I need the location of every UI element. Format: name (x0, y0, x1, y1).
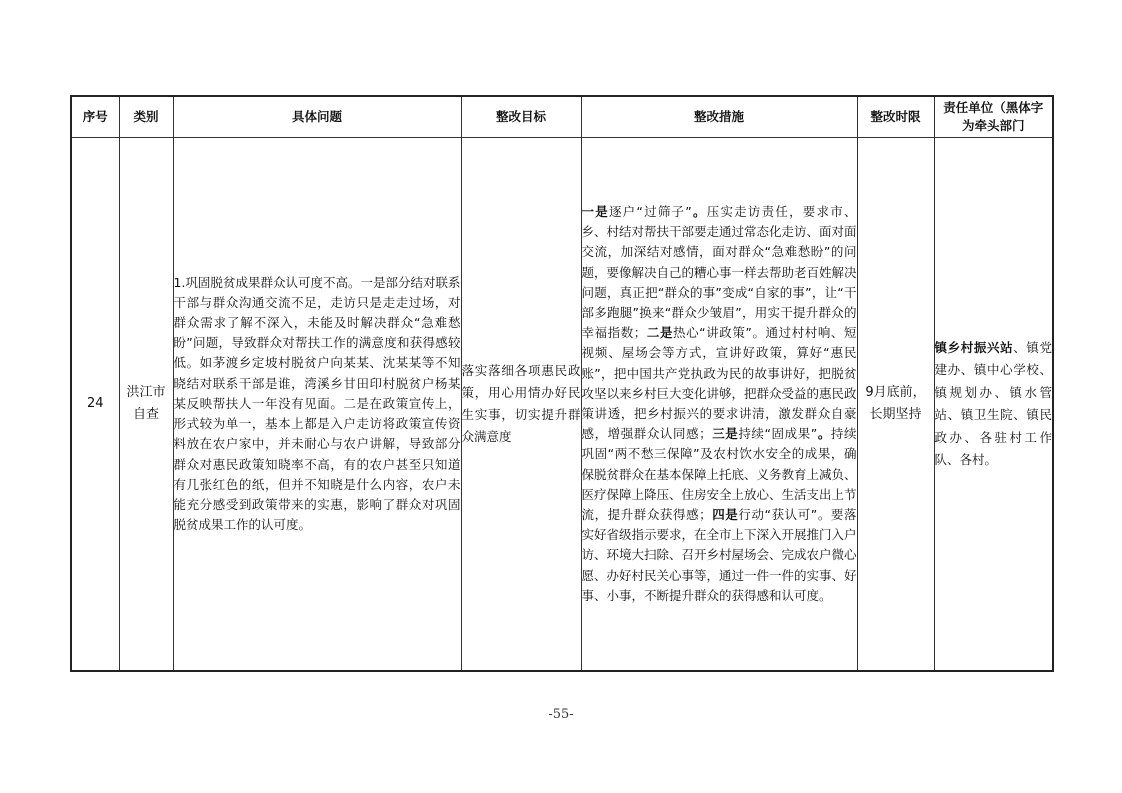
measure-2-text: 热心“讲政策”。通过村村响、短视频、屋场会等方式，宣讲好政策，算好“惠民账”，把中国共产党执政为民的故事讲好，把脱贫攻坚以来乡村巨大变化讲够，把群众受益的惠民政策讲透，把乡村振兴的要求讲清，激发群众自豪感，增强群众认同感； (581, 325, 857, 442)
header-goal: 整改目标 (461, 96, 581, 138)
row-responsible (934, 138, 1053, 672)
measure-3-period: 。 (817, 426, 831, 442)
row-num: 24 (71, 138, 119, 672)
lead-unit: 镇乡村振兴站 (934, 339, 1014, 355)
other-units: 、镇党建办、镇中心学校、镇规划办、镇水管站、镇卫生院、镇民政办、各驻村工作队、各村。 (934, 339, 1052, 467)
header-measures: 整改措施 (581, 96, 857, 138)
table-header-row (71, 96, 1053, 138)
measure-1-period: 。 (691, 203, 707, 219)
row-problem: 1.巩固脱贫成果群众认可度不高。一是部分结对联系干部与群众沟通交流不足，走访只是走走过场，对群众需求了解不深入，未能及时解决群众“急难愁盼”问题，导致群众对帮扶工作的满意度和获得感较低。如茅渡乡定坡村脱贫户向某某、沈某某等不知晓结对联系干部是谁，湾溪乡甘田印村脱贫户杨某某反映帮扶人一年没有见面。二是在政策宣传上，形式较为单一，基本上都是入户走访将政策宣传资料放在农户家中，并未耐心与农户讲解，导致部分群众对惠民政策知晓率不高，有的农户甚至只知道有几张红色的纸，但并不知晓是什么内容，农户未能充分感受到政策带来的实惠，影响了群众对巩固脱贫成果工作的认可度。 (173, 138, 461, 672)
measure-1-text: 压实走访责任，要求市、乡、村结对帮扶干部要走通过常态化走访、面对面交流，加深结对感情，面对群众“急难愁盼”的问题，要像解决自己的糟心事一样去帮助老百姓解决问题，真正把“群众的事”变成“自家的事”，让“干部多跑腿”换来“群众少皱眉”，用实干提升群众的幸福指数； (581, 203, 857, 341)
header-responsible: 责任单位（黑体字为牵头部门 (934, 96, 1053, 138)
table-row (71, 138, 1053, 672)
row-category: 洪江市自查 (119, 138, 173, 672)
row-measures (581, 138, 857, 672)
measure-1-title: 逐户“过筛子” (608, 203, 692, 219)
header-num: 序号 (71, 96, 119, 138)
header-problem: 具体问题 (173, 96, 461, 138)
measure-4-marker: 四是 (711, 507, 739, 523)
measure-3-marker: 三是 (711, 426, 739, 442)
header-deadline: 整改时限 (857, 96, 934, 138)
measure-1-marker: 一是 (581, 203, 609, 219)
measure-4-text: 行动“获认可”。要落实好省级指示要求，在全市上下深入开展推门入户访、环境大扫除、召开乡村屋场会、完成农户微心愿、办好村民关心事等，通过一件一件的实事、好事、小事，不断提升群众的获得感和认可度。 (581, 507, 857, 603)
measure-3-text: 持续巩固“两不愁三保障”及农村饮水安全的成果，确保脱贫群众在基本保障上托底、义务教育上减负、医疗保障上降压、住房安全上放心、生活支出上节流，提升群众获得感； (581, 426, 857, 523)
header-category: 类别 (119, 96, 173, 138)
measure-2-marker: 二是 (646, 325, 674, 341)
page-number: -55- (548, 707, 574, 722)
row-goal: 落实落细各项惠民政策，用心用情办好民生实事，切实提升群众满意度 (461, 138, 581, 672)
rectification-table (70, 95, 1054, 672)
measure-3-title: 持续“固成果” (738, 426, 818, 442)
row-deadline: 9月底前，长期坚持 (857, 138, 934, 672)
